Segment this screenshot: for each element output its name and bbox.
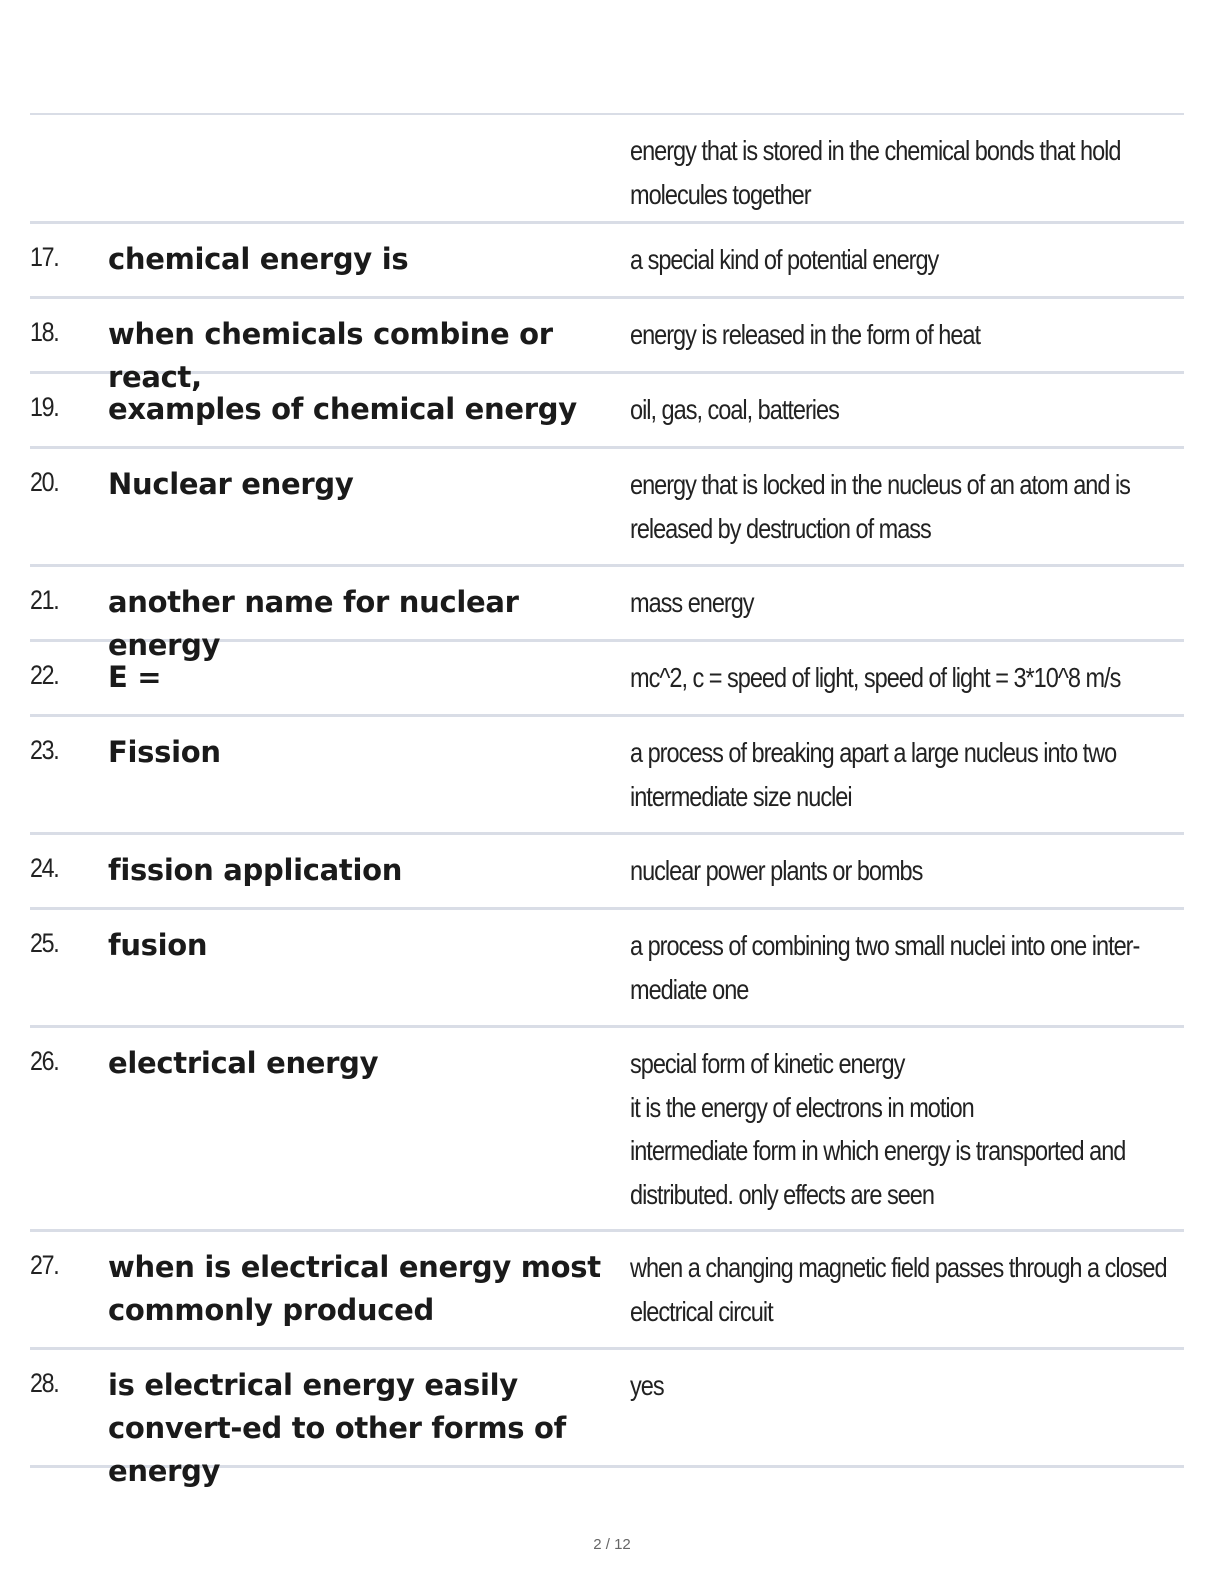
table-row — [30, 717, 1184, 835]
row-definition-text: mc^2, c = speed of light, speed of light = 3*10^8 m/s — [630, 662, 1121, 693]
row-definition — [630, 224, 1184, 296]
row-definition-text: when a changing magnetic field passes through a closed electrical circuit — [630, 1252, 1167, 1327]
row-definition-text: a special kind of potential energy — [630, 244, 939, 275]
row-definition — [630, 115, 1184, 221]
row-definition — [630, 567, 1184, 639]
row-number: 20. — [30, 467, 59, 497]
row-term: fusion — [108, 928, 208, 962]
row-number: 23. — [30, 735, 59, 765]
table-row — [30, 1028, 1184, 1232]
row-number: 27. — [30, 1250, 59, 1280]
row-number: 22. — [30, 660, 59, 690]
row-number: 26. — [30, 1046, 59, 1076]
table-row — [30, 567, 1184, 662]
row-term: electrical energy — [108, 1046, 379, 1080]
row-number: 24. — [30, 853, 59, 883]
table-row — [30, 835, 1184, 910]
row-definition-text: energy that is stored in the chemical bonds that hold molecules together — [630, 135, 1121, 210]
row-term: when is electrical energy most commonly produced — [108, 1250, 601, 1327]
row-term: chemical energy is — [108, 242, 409, 276]
row-number: 25. — [30, 928, 59, 958]
row-number: 28. — [30, 1368, 59, 1398]
row-definition-text: special form of kinetic energy it is the energy of electrons in motion intermediate form in which energy is transported and distributed. only effects are seen — [630, 1048, 1126, 1210]
row-definition-text: a process of breaking apart a large nucleus into two intermediate size nuclei — [630, 737, 1117, 812]
row-definition-text: mass energy — [630, 587, 754, 618]
row-term: another name for nuclear energy — [108, 585, 519, 662]
table-row — [30, 224, 1184, 299]
row-term: Fission — [108, 735, 221, 769]
row-term: examples of chemical energy — [108, 392, 577, 426]
row-definition — [630, 642, 1184, 714]
table-row — [30, 1350, 1184, 1488]
row-definition — [630, 835, 1184, 907]
table-row — [30, 449, 1184, 567]
row-definition — [630, 299, 1184, 371]
row-term: is electrical energy easily convert-ed to other forms of energy — [108, 1368, 566, 1488]
page-number: 2 / 12 — [593, 1536, 631, 1553]
row-definition — [630, 449, 1184, 564]
row-definition — [630, 1232, 1184, 1347]
row-number: 19. — [30, 392, 59, 422]
row-number: 17. — [30, 242, 59, 272]
row-definition-text: energy that is locked in the nucleus of an atom and is released by destruction of mass — [630, 469, 1130, 544]
row-number: 21. — [30, 585, 59, 615]
row-definition-text: energy is released in the form of heat — [630, 319, 981, 350]
flashcard-table — [30, 113, 1184, 1488]
table-row — [30, 299, 1184, 394]
row-definition-text: a process of combining two small nuclei into one inter-mediate one — [630, 930, 1140, 1005]
row-definition — [630, 910, 1184, 1025]
row-term: when chemicals combine or react, — [108, 317, 553, 394]
table-row — [30, 1232, 1184, 1350]
row-term: Nuclear energy — [108, 467, 354, 501]
row-definition — [630, 374, 1184, 446]
row-term — [108, 115, 630, 221]
row-definition — [630, 1350, 1184, 1465]
row-definition-text: yes — [630, 1370, 664, 1401]
table-row — [30, 374, 1184, 449]
row-term: fission application — [108, 853, 403, 887]
table-row — [30, 642, 1184, 717]
row-term: E = — [108, 660, 162, 694]
row-number: 18. — [30, 317, 59, 347]
table-row — [30, 910, 1184, 1028]
row-definition — [630, 717, 1184, 832]
row-number — [30, 115, 97, 221]
row-definition-text: nuclear power plants or bombs — [630, 855, 923, 886]
row-definition-text: oil, gas, coal, batteries — [630, 394, 839, 425]
table-row — [30, 115, 1184, 224]
row-definition — [630, 1028, 1184, 1229]
